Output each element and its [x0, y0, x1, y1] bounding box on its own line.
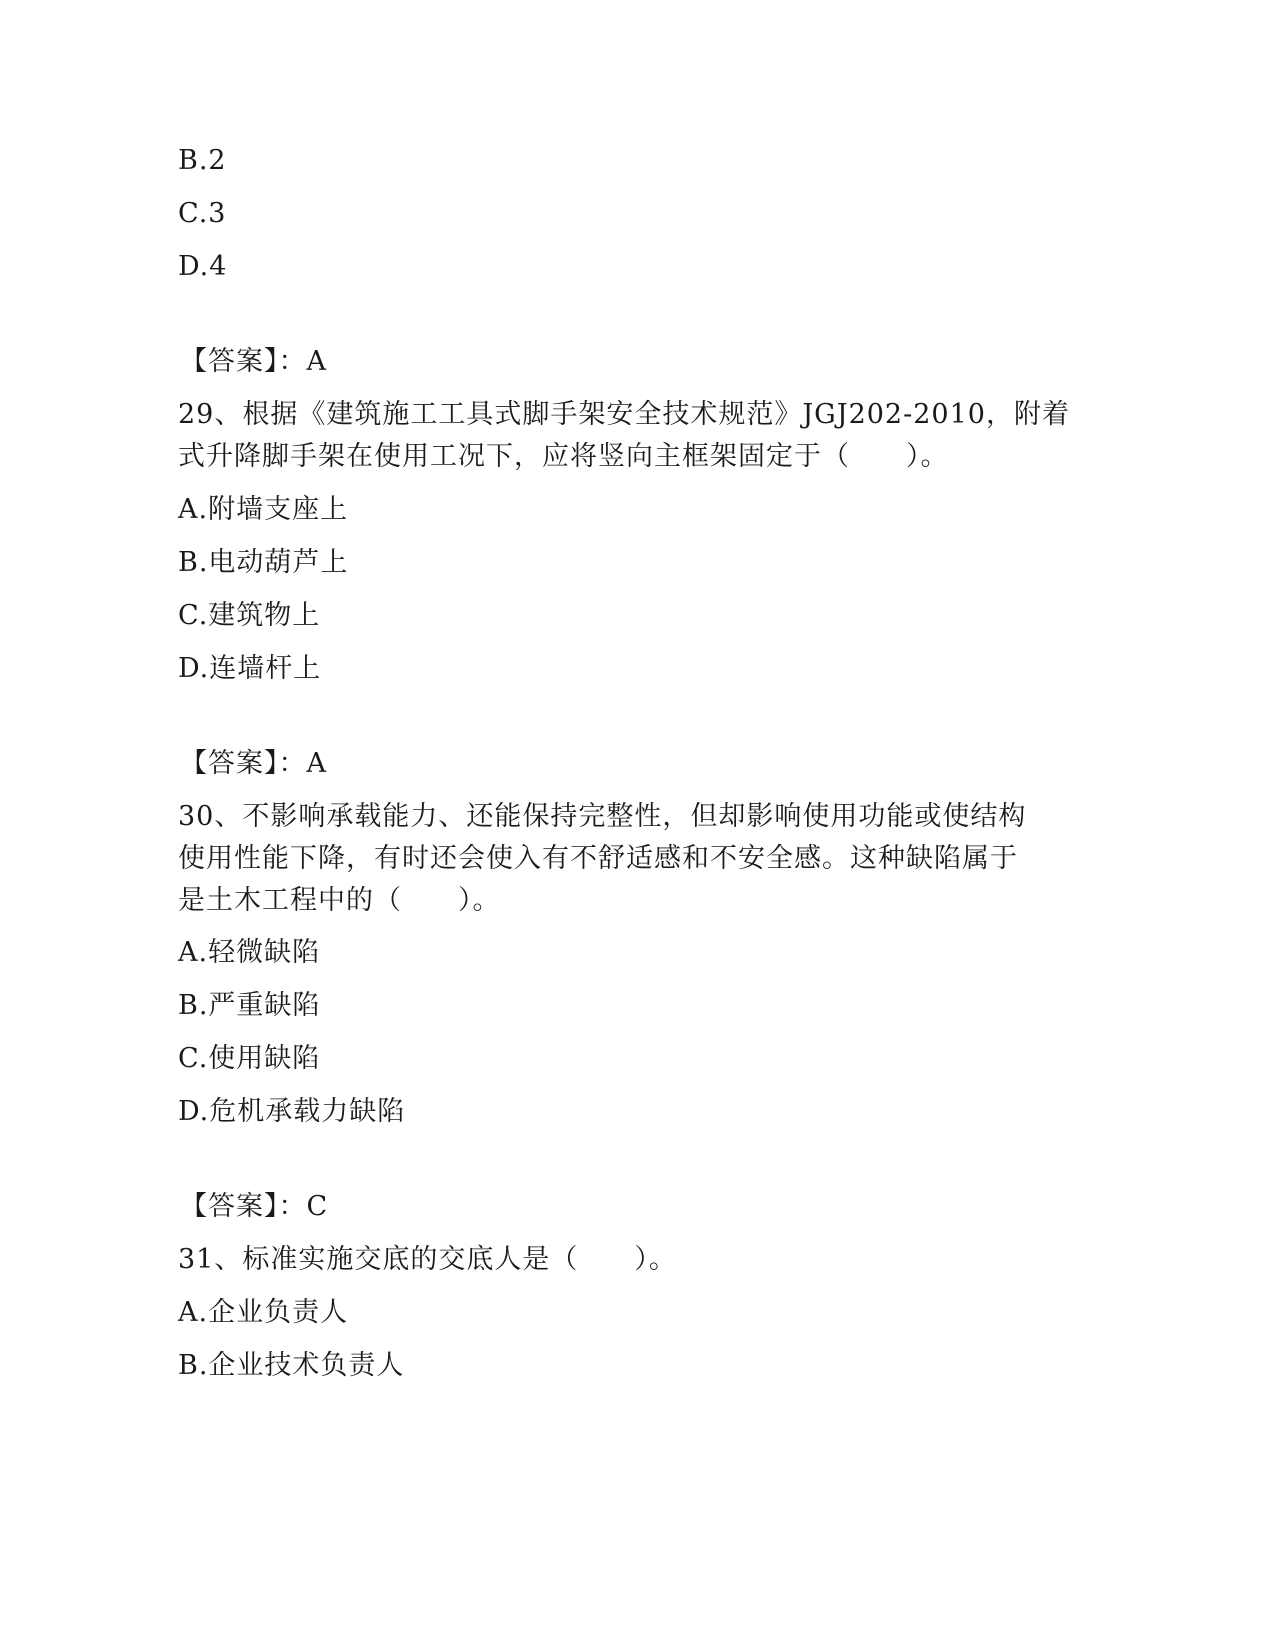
q28-option-b: B.2	[178, 145, 227, 176]
q30-stem-line-3: 是土木工程中的（ ）。	[178, 885, 501, 916]
q30-option-c: C.使用缺陷	[178, 1043, 321, 1074]
q29-stem-line-2: 式升降脚手架在使用工况下，应将竖向主框架固定于（ ）。	[178, 441, 949, 472]
q30-option-b: B.严重缺陷	[178, 990, 321, 1021]
q29-answer: 【答案】：A	[180, 748, 327, 779]
q28-option-c: C.3	[178, 198, 227, 229]
q31-option-a: A.企业负责人	[178, 1297, 349, 1328]
q29-option-d: D.连墙杆上	[178, 653, 322, 684]
q29-stem-line-1: 29、根据《建筑施工工具式脚手架安全技术规范》JGJ202-2010，附着	[178, 399, 1070, 430]
q31-option-b: B.企业技术负责人	[178, 1350, 405, 1381]
q30-stem-line-2: 使用性能下降，有时还会使入有不舒适感和不安全感。这种缺陷属于	[178, 843, 1018, 874]
q30-option-a: A.轻微缺陷	[178, 937, 321, 968]
q29-option-a: A.附墙支座上	[178, 494, 349, 525]
q31-stem-line-1: 31、标准实施交底的交底人是（ ）。	[178, 1244, 677, 1275]
q30-option-d: D.危机承载力缺陷	[178, 1096, 406, 1127]
q30-stem-line-1: 30、不影响承载能力、还能保持完整性，但却影响使用功能或使结构	[178, 801, 1027, 832]
q29-option-b: B.电动葫芦上	[178, 547, 349, 578]
q28-answer: 【答案】：A	[180, 346, 327, 377]
q28-option-d: D.4	[178, 251, 228, 282]
q30-answer: 【答案】：C	[180, 1191, 329, 1222]
q29-option-c: C.建筑物上	[178, 600, 321, 631]
